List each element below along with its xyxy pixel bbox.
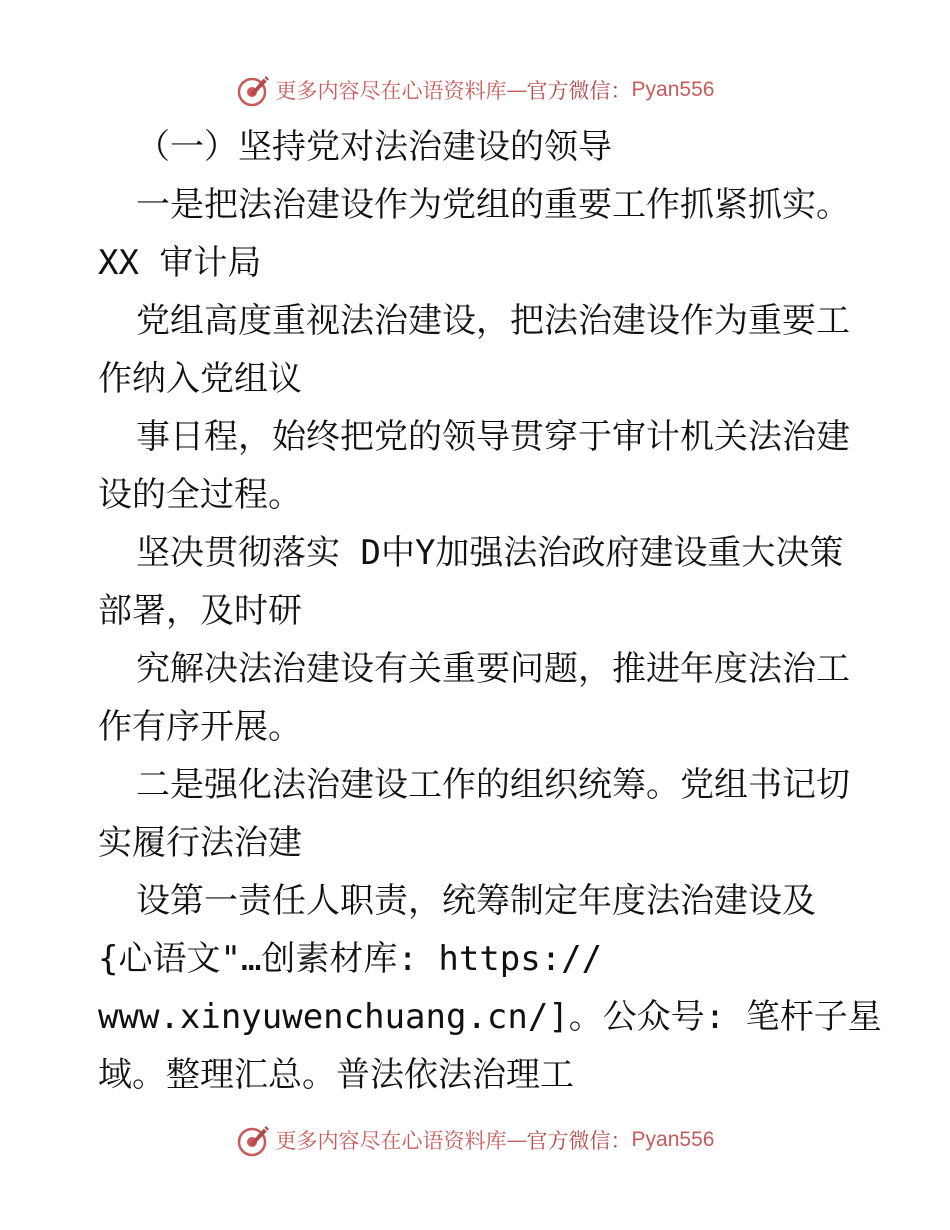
paragraph-line: www.xinyuwenchuang.cn/]。公众号: 笔杆子星 xyxy=(98,997,882,1037)
document-body xyxy=(98,118,882,1104)
footer-wechat-account: Pyan556 xyxy=(631,1128,715,1151)
header-banner-separator: — xyxy=(506,78,527,102)
header-wechat-label: 官方微信： xyxy=(526,79,632,103)
paragraph-line: XX 审计局 xyxy=(98,243,262,283)
footer-banner-text: 更多内容尽在心语资料库 xyxy=(275,1129,507,1153)
paragraph-line: {心语文"…创素材库: https:// xyxy=(98,939,603,979)
section-heading: （一）坚持党对法治建设的领导 xyxy=(136,127,612,167)
paragraph-line: 二是强化法治建设工作的组织统筹。党组书记切 xyxy=(136,765,850,805)
paragraph-line: 党组高度重视法治建设，把法治建设作为重要工 xyxy=(136,301,850,341)
quill-pen-logo-icon xyxy=(236,72,272,108)
header-wechat-account: Pyan556 xyxy=(631,78,715,101)
footer-banner-separator: — xyxy=(506,1128,527,1152)
header-banner-text: 更多内容尽在心语资料库 xyxy=(275,79,507,103)
quill-pen-logo-icon xyxy=(236,1122,272,1158)
paragraph-line: 作有序开展。 xyxy=(98,707,302,747)
paragraph-line: 坚决贯彻落实 D中Y加强法治政府建设重大决策 xyxy=(136,533,844,573)
footer-wechat-label: 官方微信： xyxy=(526,1129,632,1153)
paragraph-line: 一是把法治建设作为党组的重要工作抓紧抓实。 xyxy=(136,185,850,225)
footer-watermark-banner xyxy=(0,1120,950,1160)
paragraph-line: 作纳入党组议 xyxy=(98,359,302,399)
paragraph-line: 实履行法治建 xyxy=(98,823,302,863)
paragraph-line: 事日程，始终把党的领导贯穿于审计机关法治建 xyxy=(136,417,850,457)
paragraph-line: 部署，及时研 xyxy=(98,591,302,631)
header-watermark-banner xyxy=(0,70,950,110)
paragraph-line: 究解决法治建设有关重要问题，推进年度法治工 xyxy=(136,649,850,689)
paragraph-line: 设的全过程。 xyxy=(98,475,302,515)
paragraph-line: 设第一责任人职责，统筹制定年度法治建设及 xyxy=(136,881,816,921)
paragraph-line: 域。整理汇总。普法依法治理工 xyxy=(98,1055,574,1095)
